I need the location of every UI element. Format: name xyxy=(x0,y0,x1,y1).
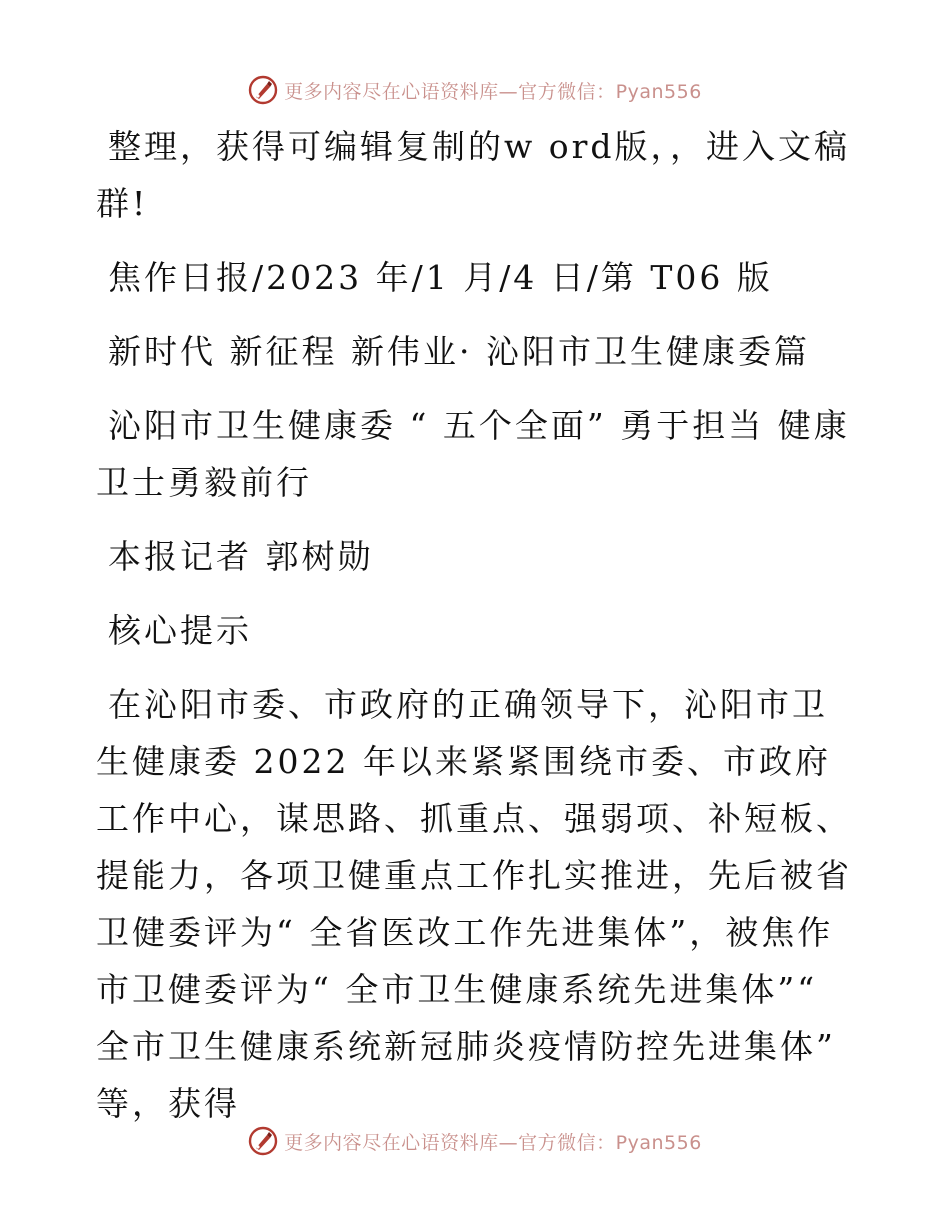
summary-paragraph: 在沁阳市委、市政府的正确领导下，沁阳市卫生健康委 2022 年以来紧紧围绕市委、市政府工作中心，谋思路、抓重点、强弱项、补短板、提能力，各项卫健重点工作扎实推进，先后被省卫健委评为“ 全省医改工作先进集体”，被焦作市卫健委评为“ 全市卫生健康系统先进集体”“ 全市卫生健康系统新冠肺炎疫情防控先进集体” 等，获得 xyxy=(96,685,852,1123)
intro-paragraph: 整理，获得可编辑复制的w ord版，，进入文稿群! xyxy=(96,127,851,223)
watermark-text: 更多内容尽在心语资料库—官方微信：Pyan556 xyxy=(284,80,702,103)
byline: 本报记者 郭树勋 xyxy=(108,537,374,576)
section-title: 新时代 新征程 新伟业· 沁阳市卫生健康委篇 xyxy=(108,332,810,371)
pen-logo-icon xyxy=(248,75,278,105)
source-line: 焦作日报/2023 年/1 月/4 日/第 T06 版 xyxy=(108,258,773,297)
footer-watermark xyxy=(0,1121,950,1161)
header-watermark xyxy=(0,70,950,110)
pen-logo-icon xyxy=(248,1126,278,1156)
document-body xyxy=(96,118,856,1132)
summary-heading: 核心提示 xyxy=(108,611,252,650)
watermark-text: 更多内容尽在心语资料库—官方微信：Pyan556 xyxy=(284,1131,702,1154)
article-headline: 沁阳市卫生健康委 “ 五个全面” 勇于担当 健康卫士勇毅前行 xyxy=(96,406,850,502)
